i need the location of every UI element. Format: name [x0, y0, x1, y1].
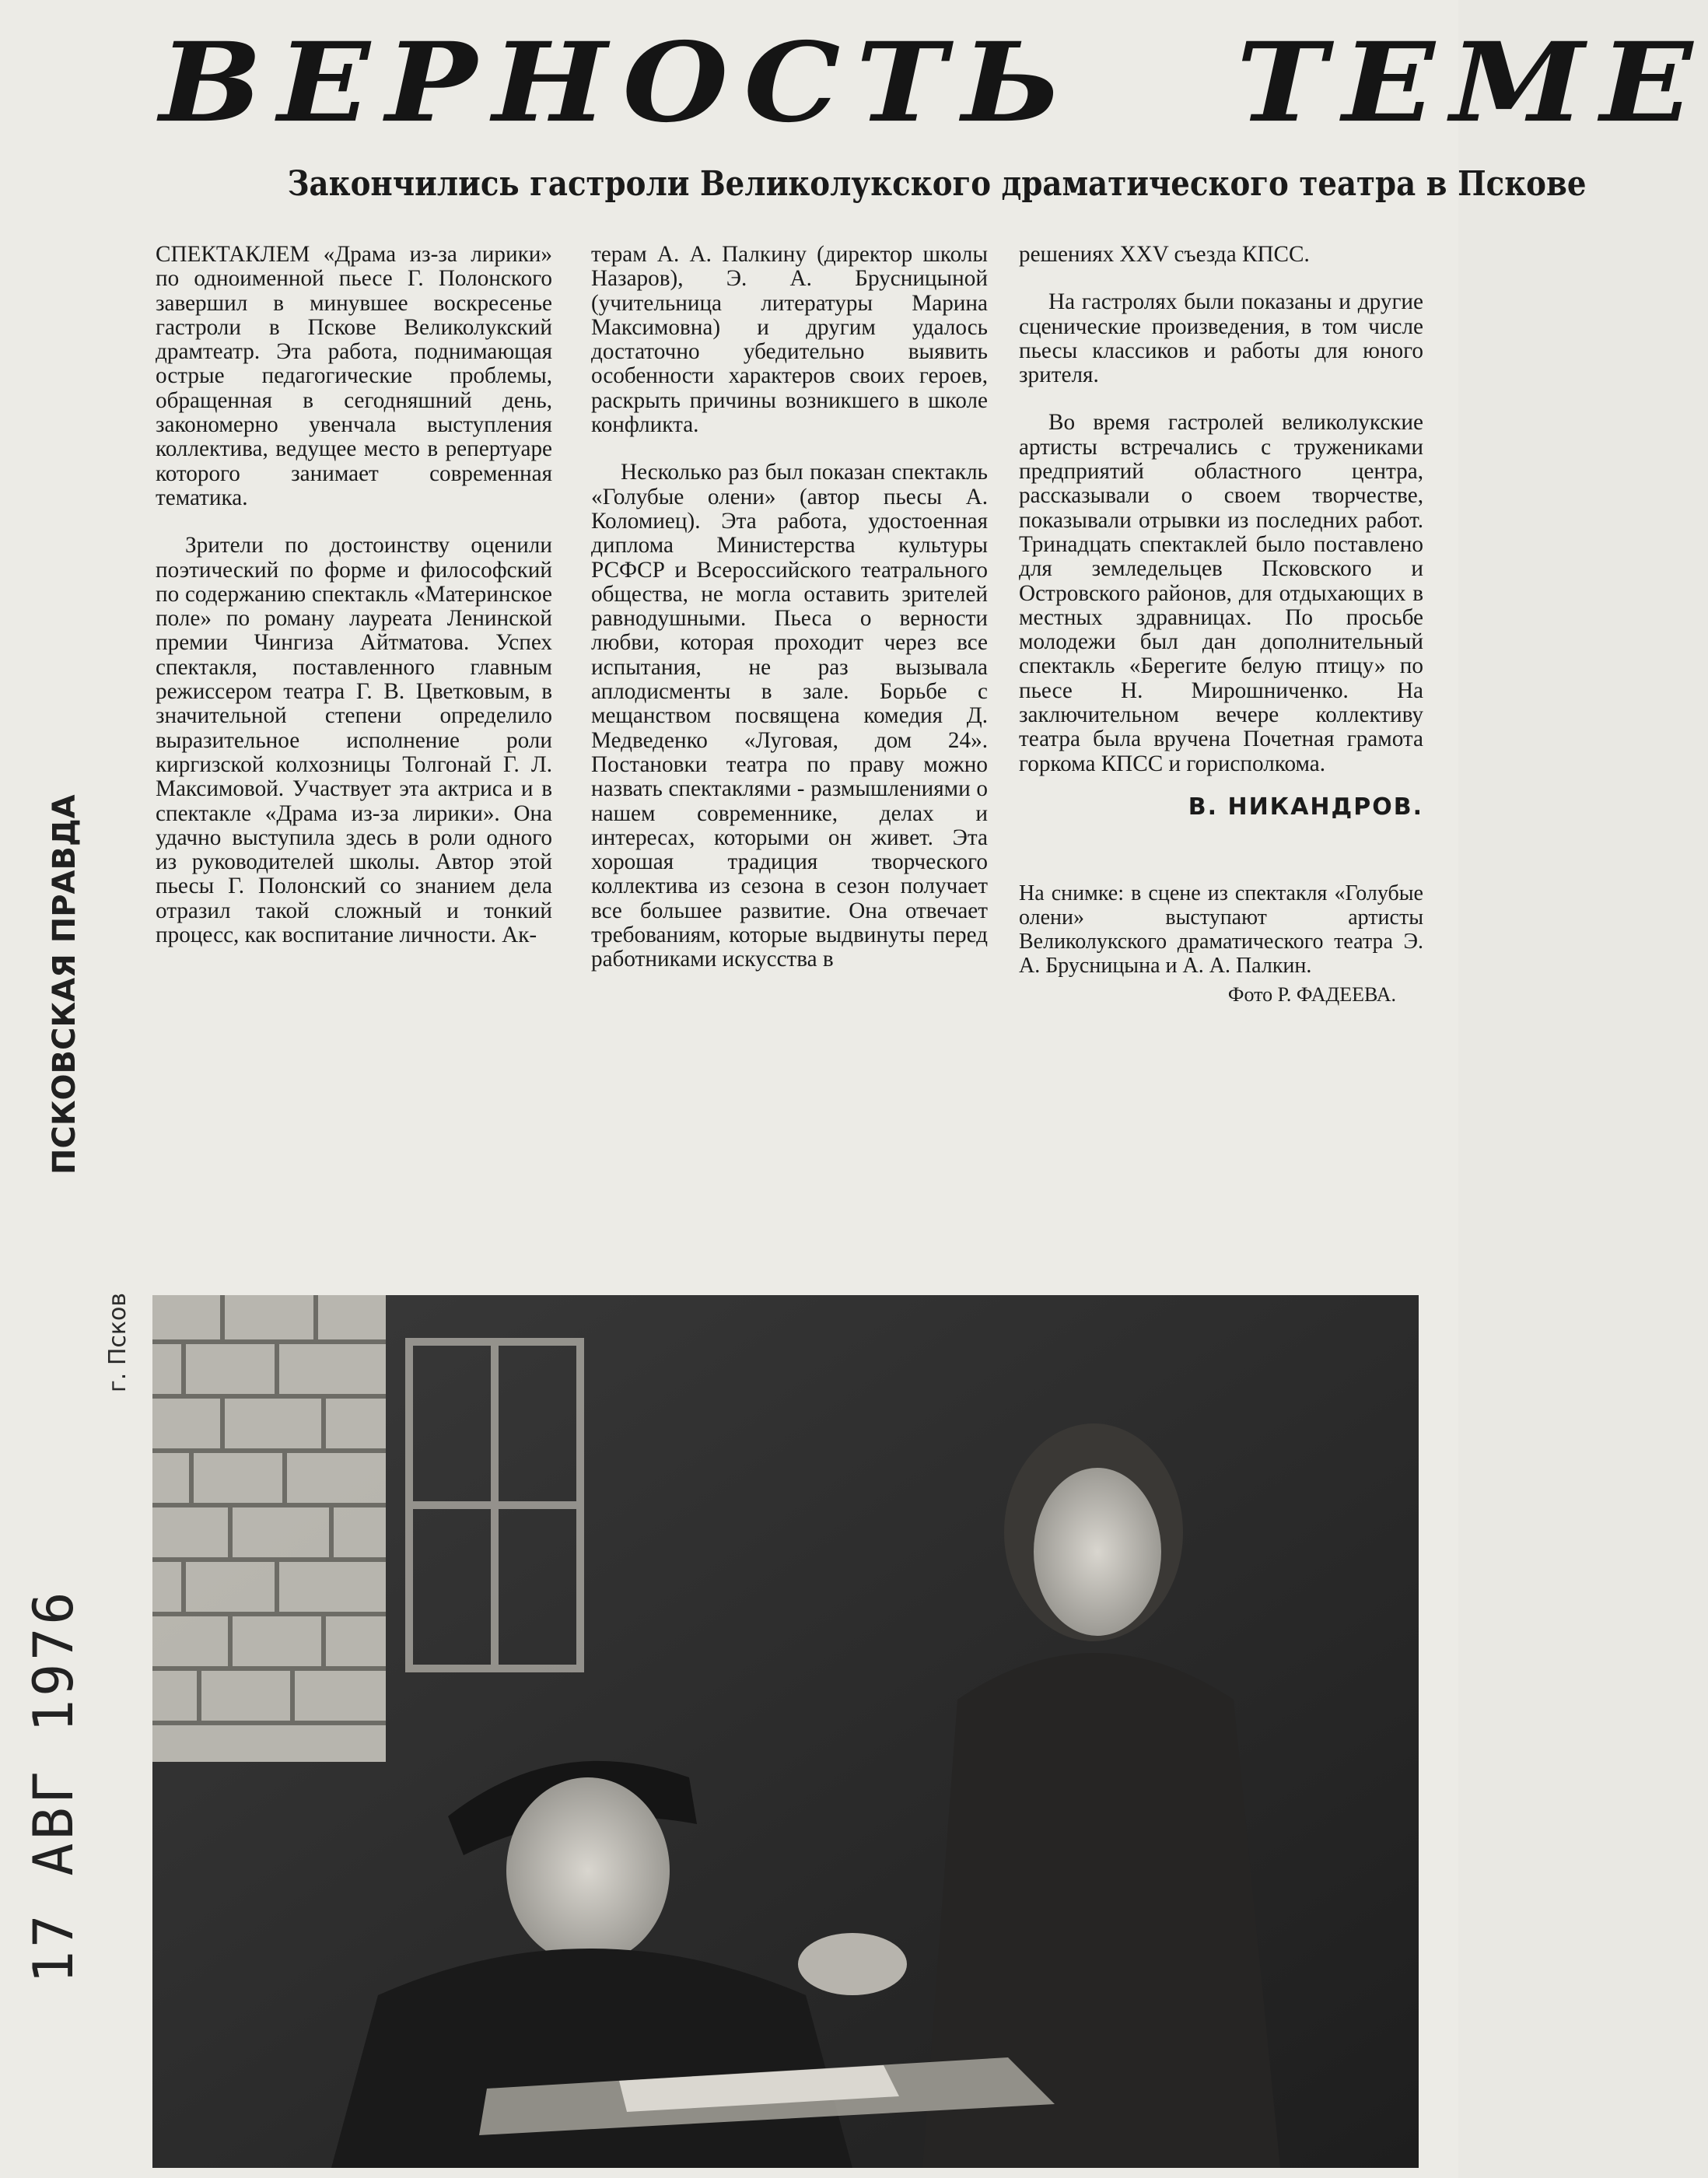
paragraph: терам А. А. Палкину (директор школы Назаров), Э. А. Брусницыной (учительница литературы Марина Максимовна) и другим удалось достаточно убедительно выявить особенности характеров своих героев, раскрыть причины возникшего в школе конфликта. — [591, 242, 988, 438]
paragraph: решениях XXV съезда КПСС. — [1019, 242, 1310, 267]
photo-caption: На снимке: в сцене из спектакля «Голубые олени» выступают артисты Великолукского драматического театра Э. А. Брусницына и А. А. Палкин. — [1019, 881, 1423, 979]
paragraph: СПЕКТАКЛЕМ «Драма из-за лирики» по одноименной пьесе Г. Полонского завершил в минувшее воскресенье гастроли в Пскове Великолукский драмтеатр. Эта работа, поднимающая острые педагогические проблемы, обращенная в сегодняшний день, закономерно увенчала выступления коллектива, ведущее место в репертуаре которого занимает современная тематика. — [156, 242, 552, 510]
clipping-source: ПСКОВСКАЯ ПРАВДА — [47, 794, 82, 1175]
paragraph: Несколько раз был показан спектакль «Голубые олени» (автор пьесы А. Коломиец). Эта работа, удостоенная диплома Министерства культуры РСФСР и Всероссийского театрального общества, не могла оставить зрителей равнодушными. Пьеса о верности любви, которая проходит через все испытания, не раз вызывала аплодисменты в зале. Борьбе с мещанством посвящена комедия Д. Медведенко «Луговая, дом 24». Постановки театра по праву можно назвать спектаклями - размышлениями о нашем современнике, делах и интересах, которыми он живет. Эта хорошая традиция творческого коллектива из сезона в сезон получает все большее развитие. Она отвечает требованиям, которые выдвинуты перед работниками искусства в — [591, 460, 988, 972]
photo-credit: Фото Р. ФАДЕЕВА. — [1227, 983, 1396, 1007]
scene-photo — [152, 1295, 1419, 2168]
article-author: В. НИКАНДРОВ. — [1188, 793, 1423, 821]
clipping-date-stamp: 17 АВГ 1976 — [22, 1588, 86, 1984]
article-column-3 — [1019, 243, 1423, 1007]
clipping-city: г. Псков — [104, 1292, 131, 1392]
paragraph: На гастролях были показаны и другие сценические произведения, в том числе пьесы классиков и работы для юного зрителя. — [1019, 289, 1423, 388]
article-headline: ВЕРНОСТЬ ТЕМЕ — [159, 18, 1708, 147]
article-column-1 — [156, 243, 552, 947]
article-column-2 — [591, 243, 988, 972]
article-subheadline: Закончились гастроли Великолукского драматического театра в Пскове — [287, 164, 1587, 204]
paragraph: Зрители по достоинству оценили поэтический по форме и философский по содержанию спектакль «Материнское поле» по роману лауреата Ленинской премии Чингиза Айтматова. Успех спектакля, поставленного главным режиссером театра Г. В. Цветковым, в значительной степени определило выразительное исполнение роли киргизской колхозницы Толгонай Г. Л. Максимовой. Участвует эта актриса и в спектакле «Драма из-за лирики». Она удачно выступила здесь в роли одного из руководителей школы. Автор этой пьесы Г. Полонский со знанием дела отразил такой сложный и тонкий процесс, как воспитание личности. Ак- — [156, 533, 552, 948]
scene-photo-image — [152, 1295, 1419, 2168]
paragraph: Во время гастролей великолукские артисты встречались с тружениками предприятий областного центра, рассказывали о своем творчестве, показывали отрывки из последних работ. Тринадцать спектаклей было поставлено для земледельцев Псковского и Островского районов, для отдыхающих в местных здравницах. По просьбе молодежи был дан дополнительный спектакль «Берегите белую птицу» по пьесе Н. Мирошниченко. На заключительном вечере коллективу театра была вручена Почетная грамота горкома КПСС и горисполкома. — [1019, 410, 1423, 776]
